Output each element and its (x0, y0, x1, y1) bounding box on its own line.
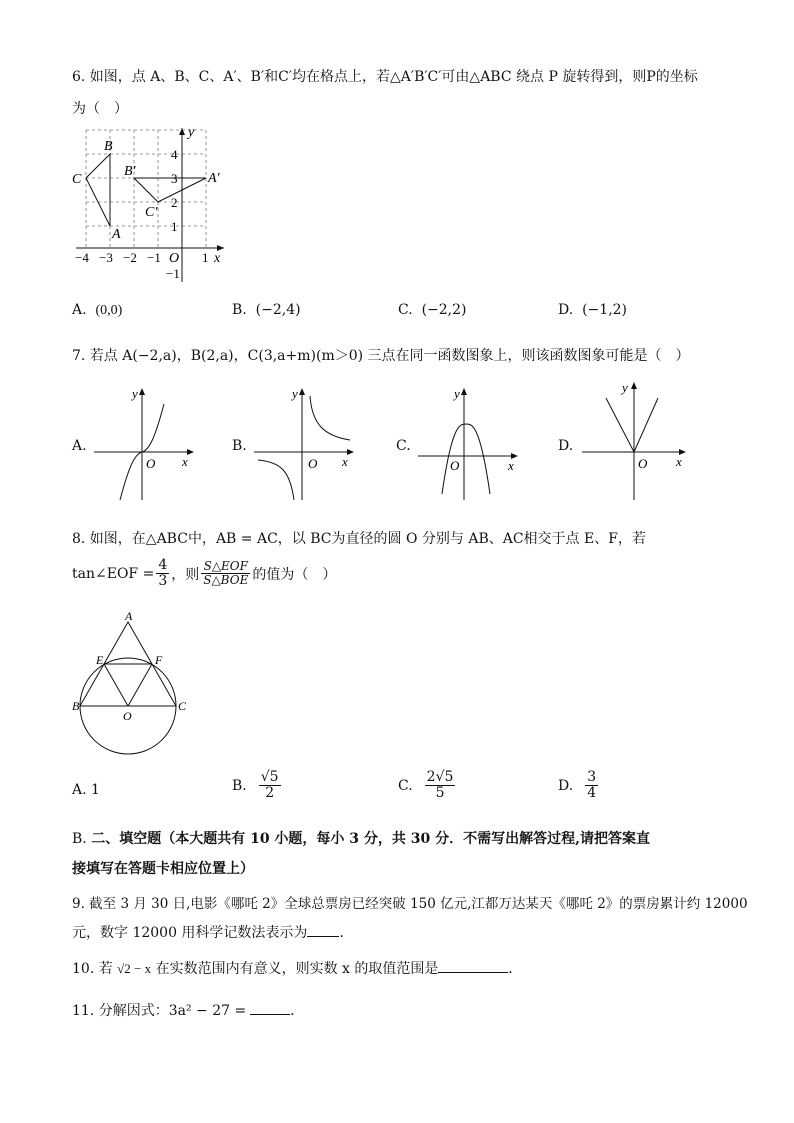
q7-option-a-label[interactable]: A. (72, 438, 87, 454)
q8-stem-line1: 8. 如图，在△ABC中，AB = AC，以 BC为直径的圆 O 分别与 AB、AC相交于点 E、F，若 (72, 531, 646, 547)
q6-stem-line1: 6. 如图，点 A、B、C、A′、B′和C′均在格点上，若△A′B′C′可由△ABC 绕点 P 旋转得到，则P的坐标 (72, 69, 698, 85)
q6-option-a[interactable]: A. (0,0) (72, 302, 123, 318)
q10-stem: 10. 若 √2 − x 在实数范围内有意义，则实数 x 的取值范围是 ． (72, 961, 523, 977)
q7-graph-a (92, 384, 198, 502)
y-tick-1: 1 (171, 219, 178, 234)
label-C2: C′ (145, 205, 158, 220)
y-tick-neg1: −1 (166, 266, 180, 281)
q9-stem-line1: 9. 截至 3 月 30 日,电影《哪吒 2》全球总票房已经突破 150 亿元,江都万达某天《哪吒 2》的票房累计约 12000 (72, 896, 748, 912)
svg-text:x: x (342, 454, 348, 469)
q6-stem-line2: 为（ ） (72, 101, 128, 117)
svg-text:O: O (308, 456, 318, 471)
x-tick-1: 1 (202, 250, 209, 265)
fig8-label-A: A (125, 610, 133, 623)
y-tick-2: 2 (171, 195, 178, 210)
section2-heading-line1: B. 二、填空题（本大题共有 10 小题，每小 3 分，共 30 分．不需写出解答过程,请把答案直 (72, 831, 651, 847)
svg-text:x: x (676, 454, 682, 469)
q7-option-c-label[interactable]: C. (396, 438, 411, 454)
q8-tan-fraction: $\frac{4}{3}$ (158, 557, 168, 590)
label-A: A (112, 227, 121, 242)
svg-text:O: O (638, 456, 648, 471)
svg-text:y: y (622, 380, 628, 395)
q7-graph-b (252, 384, 358, 502)
fig8-label-E: E (96, 653, 104, 667)
y-tick-4: 4 (171, 147, 178, 162)
q8-option-a[interactable]: A. 1 (72, 782, 100, 798)
q8-circle-figure (70, 610, 200, 760)
label-x: x (214, 251, 221, 266)
svg-text:y: y (132, 386, 138, 401)
section2-heading-line2: 接填写在答题卡相应位置上） (72, 861, 254, 877)
q11-answer-blank[interactable] (250, 1002, 290, 1015)
q9-stem-line2: 元，数字 12000 用科学记数法表示为 ． (72, 925, 354, 941)
q7-option-d-label[interactable]: D. (558, 438, 574, 454)
x-tick-neg2: −2 (123, 250, 137, 265)
fig8-label-F: F (155, 653, 163, 667)
label-C: C (72, 172, 82, 187)
q6-coordinate-figure (68, 122, 238, 286)
q7-option-b-label[interactable]: B. (232, 438, 247, 454)
label-y: y (188, 125, 195, 140)
q7-stem: 7. 若点 A(−2,a)，B(2,a)，C(3,a+m)(m＞0) 三点在同一函数图象上，则该函数图象可能是（ ） (72, 348, 690, 364)
fig8-label-C: C (178, 699, 187, 713)
q8-option-c[interactable]: C. $\frac{2√5}{5}$ (398, 769, 454, 802)
svg-text:y: y (292, 386, 298, 401)
label-B: B (104, 139, 113, 154)
q8-option-b[interactable]: B. $\frac{√5}{2}$ (232, 769, 279, 802)
label-B2: B′ (124, 164, 136, 179)
q8-area-ratio: $\frac{\text{S△EOF}}{\text{S△BOE}}$ (203, 559, 249, 588)
triangle-a2b2c2 (134, 178, 206, 202)
q10-answer-blank[interactable] (438, 960, 508, 973)
x-tick-neg1: −1 (147, 250, 161, 265)
q8-stem-line2: tan∠EOF = $\frac{4}{3}$ ，则 $\frac{\text{S△EOF}}{\text{S△BOE}}$ 的值为（ ） (72, 557, 337, 590)
label-O: O (169, 251, 180, 266)
svg-text:x: x (508, 458, 514, 473)
svg-text:O: O (146, 456, 156, 471)
q7-graph-c (416, 384, 522, 502)
label-A2: A′ (208, 171, 220, 186)
q6-option-b[interactable]: B. (−2,4) (232, 302, 301, 318)
q7-graph-d (580, 378, 690, 502)
q11-stem: 11. 分解因式：3a² − 27 = ． (72, 1003, 305, 1019)
q6-option-c[interactable]: C. (−2,2) (398, 302, 467, 318)
q8-option-d[interactable]: D. $\frac{3}{4}$ (558, 769, 597, 802)
x-tick-neg4: −4 (75, 250, 89, 265)
triangle-abc (86, 154, 110, 226)
fig8-label-O: O (123, 709, 132, 723)
x-tick-neg3: −3 (99, 250, 113, 265)
q9-answer-blank[interactable] (307, 924, 339, 937)
fig8-label-B: B (72, 699, 80, 713)
q6-option-d[interactable]: D. (−1,2) (558, 302, 628, 318)
svg-text:x: x (182, 454, 188, 469)
svg-text:y: y (454, 386, 460, 401)
svg-text:O: O (450, 458, 460, 473)
y-tick-3: 3 (171, 171, 178, 186)
